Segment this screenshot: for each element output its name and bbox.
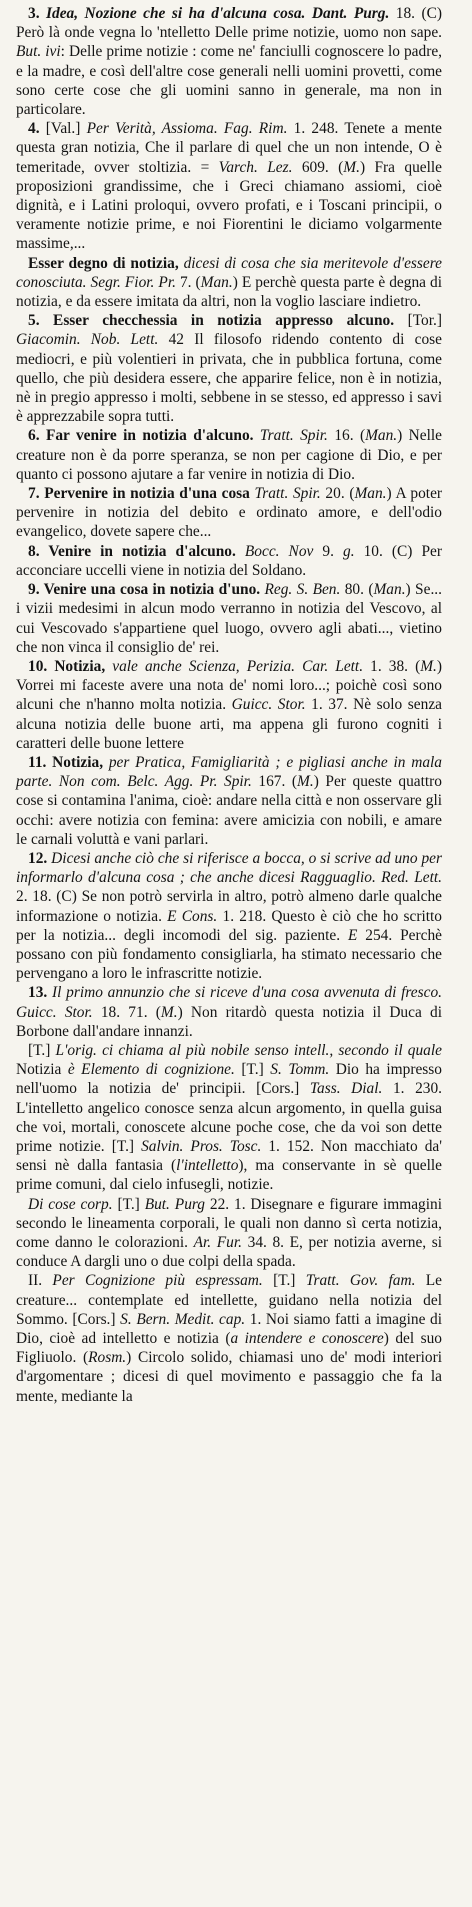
text-segment: II. xyxy=(28,1272,53,1290)
text-segment: Tratt. Gov. fam. xyxy=(305,1272,416,1290)
text-segment: Man. xyxy=(200,273,233,291)
text-segment: Guicc. Stor. xyxy=(231,696,306,714)
text-segment: L'orig. ci chiama al più nobile senso intell., secondo il quale xyxy=(55,1041,442,1059)
text-segment: M. xyxy=(420,657,437,675)
text-segment: 3. xyxy=(28,5,47,22)
entry-paragraph-8 xyxy=(16,542,442,580)
text-segment: 10. Notizia, xyxy=(28,657,113,675)
entry-paragraph-5 xyxy=(16,311,442,426)
text-segment: ) Vorrei mi faceste avere una nota de' nomi loro...; poichè così sono alcuni che n'hanno molta notizia. xyxy=(16,657,443,714)
text-segment: Per Verità, Assioma. Fag. Rim. xyxy=(86,120,288,138)
text-segment: Salvin. Pros. Tosc. xyxy=(141,1137,262,1155)
entry-paragraph-6 xyxy=(16,426,442,484)
text-segment: dicesi di cosa che sia meritevole d'essere conosciuta. Segr. Fior. Pr. xyxy=(16,254,442,291)
text-segment: Ar. Fur. xyxy=(193,1234,242,1251)
entry-paragraph-tommaseo-note xyxy=(16,1041,442,1195)
text-segment: Dicesi anche ciò che si riferisce a bocca, o si scrive ad uno per informarlo d'alcuna cosa ; che anche dicesi Ragguaglio. Red. Lett. xyxy=(16,849,442,887)
text-segment: Man. xyxy=(365,427,398,445)
text-segment: [T.] xyxy=(28,1041,56,1059)
text-segment: Giacomin. Nob. Lett. xyxy=(16,331,159,349)
text-segment: ) Se... i vizii medesimi in alcun modo verranno in notizia del Vescovo, al cui Vescovado s'appartiene quel luogo, ovvero agli abati..., vietino che non vinca il consiglio de' rei. xyxy=(16,581,442,656)
text-segment: ) del suo Figliuolo. ( xyxy=(16,1330,442,1367)
text-segment: 12. xyxy=(28,849,52,867)
text-segment: [Tor.] xyxy=(394,312,442,330)
text-segment: 7. Pervenire in notizia d'una cosa xyxy=(28,485,255,503)
text-segment: ) Fra quelle proposizioni grandissime, che i Greci chiamano assiomi, cioè dignità, e i Latini proloqui, ovvero profati, e i Toscani principii, o veramente notizie prime, e noi Fiorentini le diciamo volgarmente massime,... xyxy=(16,158,442,253)
text-segment: per Pratica, Famigliarità ; e pigliasi anche in mala parte. Non com. Belc. Agg. Pr. Spir. xyxy=(16,753,442,791)
text-segment: : Delle prime notizie : come ne' fanciulli cognoscere lo padre, e la madre, e così dell'altre cose generali nelli uomini provetti, come sono certe cose che gli uomini sanno in generale, ma non in particolare. xyxy=(16,43,443,119)
text-segment: ) Nelle creature non è da porre speranza, se non per cagione di Dio, e per quanto ci possono ajutare a far venire in notizia di Dio. xyxy=(16,427,442,483)
entry-paragraph-II xyxy=(16,1271,442,1405)
text-segment: g. xyxy=(343,542,355,560)
text-segment: Tratt. Spir. xyxy=(254,485,321,503)
text-segment: 1. 230. L'intelletto angelico conosce senza alcun argomento, in quella guisa che voi, mortali, conoscete alcune poche cose, che da voi son dette prime notizie. [T.] xyxy=(16,1080,443,1155)
text-segment: Tass. Dial. xyxy=(309,1080,383,1098)
text-segment: 9. xyxy=(313,542,343,560)
text-segment: 42 Il filosofo ridendo contento di cose mediocri, e più volentieri in privata, che in pubblica fortuna, come quello, che più desidera essere, che apparire felice, non è in notizia, nè in pregio appresso i molti, sebbene in se stesso, ed appresso i savi è apprezzabile sopra tutti. xyxy=(16,331,442,426)
text-segment: 16. ( xyxy=(327,427,366,445)
text-segment: S. Bern. Medit. cap. xyxy=(120,1310,246,1328)
text-segment: Man. xyxy=(354,485,387,503)
text-segment: Idea, Nozione che si ha d'alcuna cosa. Dant. Purg. xyxy=(46,5,390,22)
entry-paragraph-11 xyxy=(16,753,442,849)
text-segment: M. xyxy=(160,1003,178,1021)
text-segment: Il primo annunzio che si riceve d'una cosa avvenuta di fresco. Guicc. Stor. xyxy=(16,984,442,1021)
text-segment: [T.] xyxy=(112,1195,145,1213)
text-segment: Bocc. Nov xyxy=(244,542,314,560)
text-segment: 1. Noi siamo fatti a imagine di Dio, cioè ad intelletto e notizia ( xyxy=(16,1310,443,1348)
text-segment: 1. 37. Nè solo senza alcuna notizia delle buone arti, ma appena gli furono cogniti i caratteri delle buone lettere xyxy=(16,696,442,752)
text-segment: Per Cognizione più espressam. xyxy=(52,1272,263,1290)
text-segment: a intendere e conoscere xyxy=(230,1330,384,1348)
text-segment: [T.] xyxy=(262,1272,306,1290)
text-segment: 1. 248. Tenete a mente questa gran notizia, Che il parlare di quel che un non intende, O è temeritade, ovver stoltizia. = xyxy=(16,120,443,176)
text-segment: M. xyxy=(343,158,360,176)
text-segment: ) E perchè questa parte è degna di notizia, e da essere imitata da altri, non la voglio lasciare indietro. xyxy=(16,273,442,311)
text-segment: Notizia xyxy=(16,1061,68,1079)
text-segment: 254. Perchè possano con più fondamento consigliarla, ha stimato necessario che pervengano a loro le infrascritte notizie. xyxy=(16,926,442,983)
text-segment: ) Per queste quattro cose si contamina l'anima, cioè: andare nella città e non osservare gli occhi: avere notizia con femina: avere amicizia con nobili, e amare le carnali voluttà e vani parlari. xyxy=(16,773,442,848)
text-segment: S. Tomm. xyxy=(270,1061,330,1079)
entry-paragraph-12 xyxy=(16,849,442,983)
text-segment: 609. ( xyxy=(292,158,344,176)
text-segment: 20. ( xyxy=(320,485,355,503)
text-segment: E Cons. xyxy=(167,907,218,925)
text-segment: But. Purg xyxy=(144,1195,205,1213)
text-segment: 167. ( xyxy=(251,773,298,791)
text-segment: Reg. S. Ben. xyxy=(264,581,341,599)
text-segment: 1. 38. ( xyxy=(363,657,421,675)
text-segment: ) A poter pervenire in notizia del debito e ordinato amore, e dell'odio evangelico, dovete sapere che... xyxy=(16,485,443,541)
text-segment: è Elemento di cognizione. xyxy=(67,1061,235,1079)
text-segment: 80. ( xyxy=(340,581,374,599)
text-segment: 22. 1. Disegnare e figurare immagini secondo le lineamenta corporali, le quali non danno sì certa notizia, come danno le colorazioni. xyxy=(16,1195,442,1251)
text-segment: Di cose corp. xyxy=(28,1195,113,1213)
entry-paragraph-9 xyxy=(16,580,442,657)
entry-paragraph-4 xyxy=(16,119,442,253)
text-segment: ), ma conservante in sè quelle prime comuni, dal cielo infusegli, notizie. xyxy=(16,1157,442,1194)
text-segment: 2. 18. (C) Se non potrò servirla in altro, potrò almeno darle qualche informazione o notizia. xyxy=(16,888,442,925)
text-segment: 7. ( xyxy=(175,273,201,291)
text-segment: 5. Esser checchessia in notizia appresso alcuno. xyxy=(28,312,395,330)
entry-paragraph-cose-corporee xyxy=(16,1195,442,1272)
entry-paragraph-10 xyxy=(16,657,442,753)
text-segment: Varch. Lez. xyxy=(218,158,293,176)
text-segment: 34. 8. E, per notizia averne, si conduce A dargli uno o due colpi della spada. xyxy=(16,1234,443,1271)
text-segment: 1. 152. Non macchiato da' sensi nè dalla fantasia ( xyxy=(16,1137,443,1175)
text-segment: Le creature... contemplate ed intellette, guidano nella notizia del Sommo. [Cors.] xyxy=(16,1272,442,1328)
text-segment: 1. 218. Questo è ciò che ho scritto per la notizia... degli incomodi del sig. paziente. xyxy=(16,907,443,944)
entry-paragraph-4-esser-degno xyxy=(16,254,442,312)
text-segment: 4. xyxy=(28,120,46,138)
entry-paragraph-3 xyxy=(16,4,442,119)
entry-paragraph-13 xyxy=(16,983,442,1041)
text-segment: 8. Venire in notizia d'alcuno. xyxy=(28,542,245,560)
entry-paragraph-7 xyxy=(16,484,442,542)
text-segment: Esser degno di notizia, xyxy=(28,254,184,272)
text-segment: vale anche Scienza, Perizia. Car. Lett. xyxy=(112,657,364,675)
text-segment: 18. 71. ( xyxy=(92,1003,161,1021)
text-segment: Dio ha impresso nell'uomo la notizia de' principii. [Cors.] xyxy=(16,1061,442,1098)
text-segment: 9. Venire una cosa in notizia d'uno. xyxy=(28,581,265,599)
text-segment: [Val.] xyxy=(45,120,87,138)
text-segment: But. ivi xyxy=(16,43,61,61)
text-segment: 18. (C) Però là onde vegna lo 'ntelletto Delle prime notizie, uomo non sape. xyxy=(16,5,443,42)
text-segment: Tratt. Spir. xyxy=(259,427,328,445)
text-segment: ) Non ritardò questa notizia il Duca di Borbone dall'andare innanzi. xyxy=(16,1003,442,1040)
text-segment: 6. Far venire in notizia d'alcuno. xyxy=(28,427,260,445)
text-segment: Man. xyxy=(373,581,406,599)
text-segment: E xyxy=(347,926,358,944)
text-segment: 13. xyxy=(28,984,52,1002)
text-segment: Rosm. xyxy=(88,1349,127,1367)
text-segment: ) Circolo solido, chiamasi uno de' modi interiori d'argomentare ; dicesi di quel movimento e passaggio che fa la mente, mediante la xyxy=(16,1349,443,1405)
text-segment: 11. Notizia, xyxy=(28,753,109,771)
text-segment: M. xyxy=(297,773,314,791)
text-segment: [T.] xyxy=(234,1061,271,1079)
text-segment: l'intelletto xyxy=(176,1157,239,1175)
text-segment: 10. (C) Per acconciare uccelli viene in notizia del Soldano. xyxy=(16,542,442,579)
